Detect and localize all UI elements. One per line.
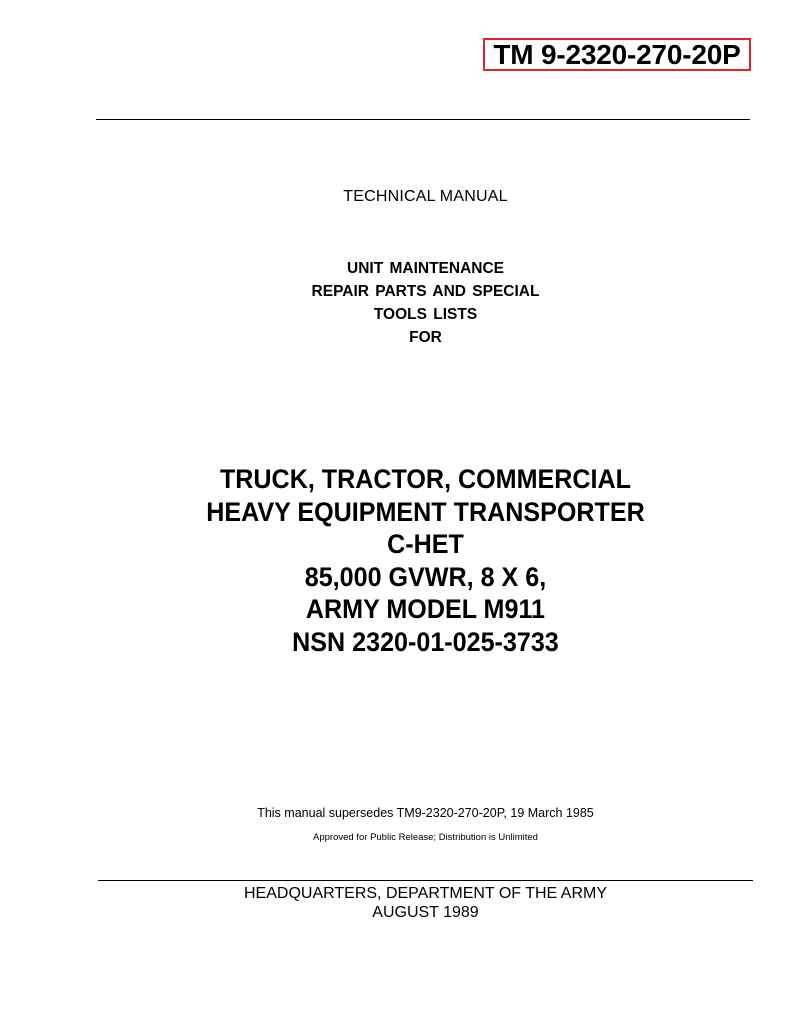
bottom-divider [98,880,753,881]
main-title [30,463,791,658]
distribution-note: Approved for Public Release; Distribution is Unlimited [313,832,538,843]
issue-date: AUGUST 1989 [372,904,479,921]
supersedes-note: This manual supersedes TM9-2320-270-20P, 19 March 1985 [257,806,594,820]
subtitle-line: FOR [409,329,442,346]
document-id: TM 9-2320-270-20P [493,38,741,70]
issuer: HEADQUARTERS, DEPARTMENT OF THE ARMY [243,885,608,902]
title-line: NSN 2320-01-025-3733 [292,626,559,657]
title-line: ARMY MODEL M911 [305,594,545,624]
title-line: C-HET [387,529,464,559]
title-line: TRUCK, TRACTOR, COMMERCIAL [219,464,631,494]
subtitle-line: TOOLS LISTS [373,306,478,323]
title-line: 85,000 GVWR, 8 X 6, [304,561,547,592]
document-id-highlight [483,38,751,71]
subtitle [0,257,791,349]
subtitle-line: UNIT MAINTENANCE [347,260,504,277]
manual-type: TECHNICAL MANUAL [343,188,508,205]
issuer-block [0,884,791,922]
top-divider [96,119,750,120]
title-line: HEAVY EQUIPMENT TRANSPORTER [206,496,645,527]
subtitle-line: REPAIR PARTS AND SPECIAL [311,283,540,300]
